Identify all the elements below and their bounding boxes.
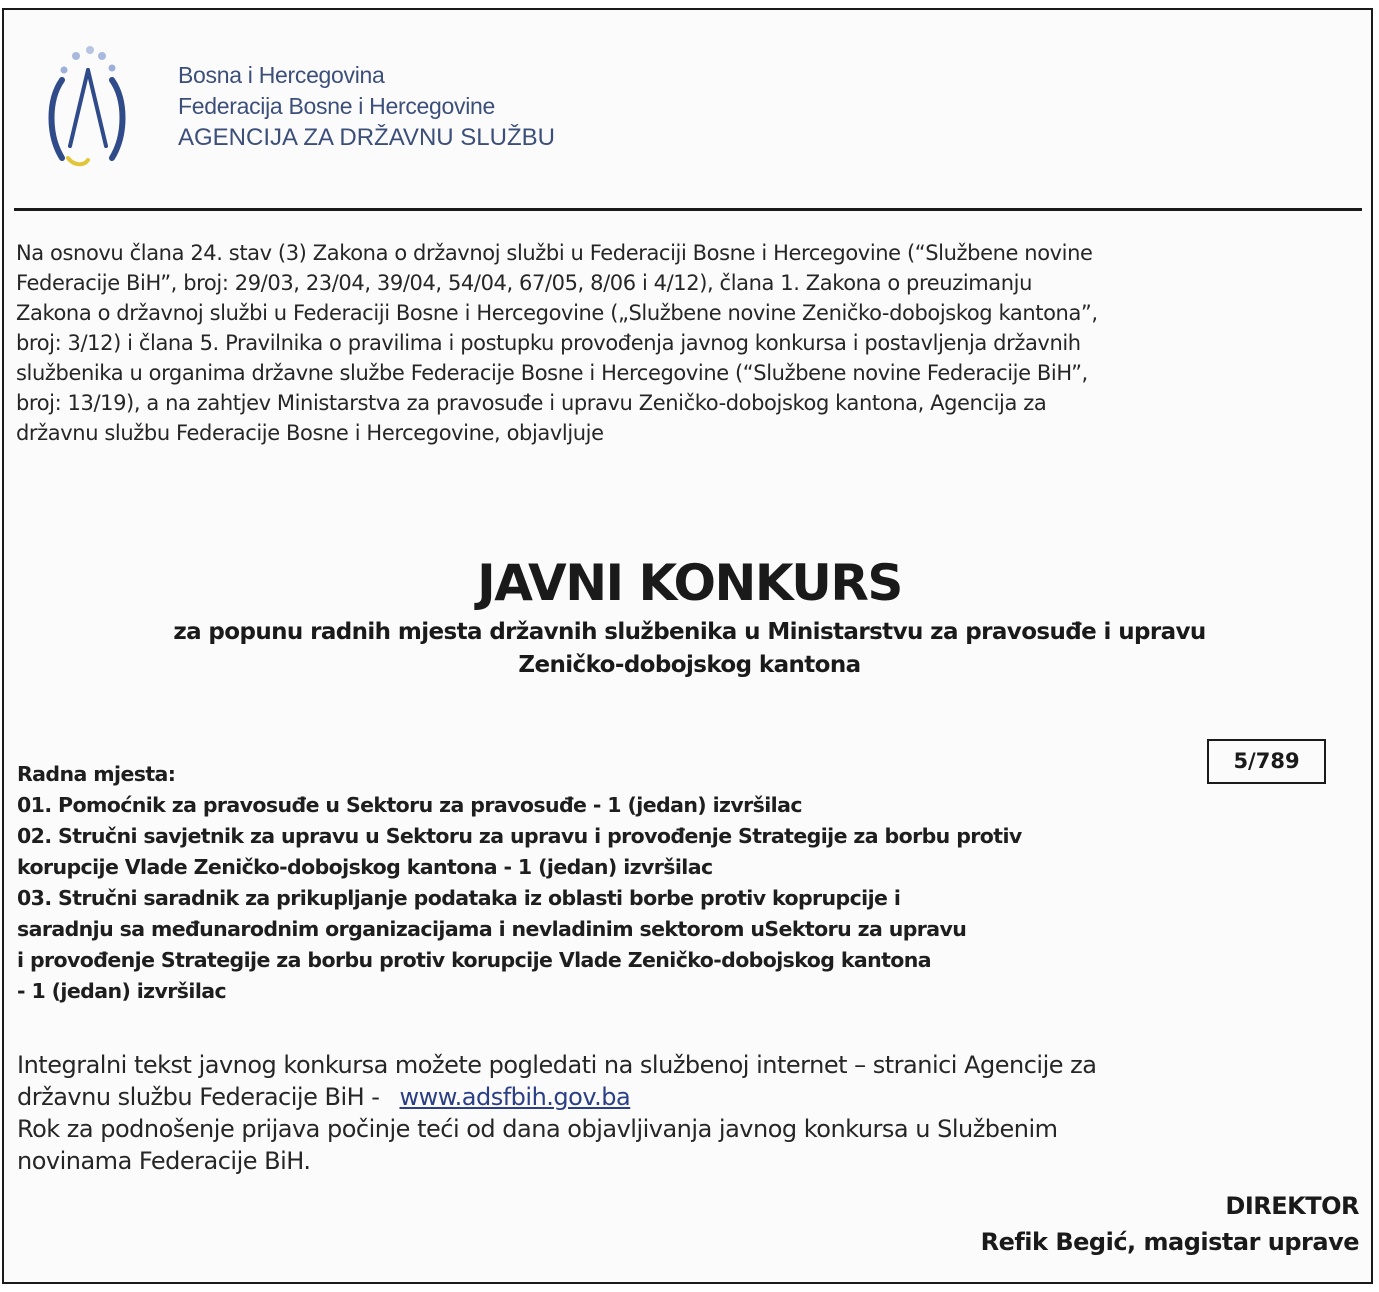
agency-name: AGENCIJA ZA DRŽAVNU SLUŽBU	[178, 124, 555, 151]
preamble-line: broj: 3/12) i člana 5. Pravilnika o pravilima i postupku provođenja javnog konkursa i postavljenja državnih	[16, 331, 1081, 355]
position-line: korupcije Vlade Zeničko-dobojskog kantona - 1 (jedan) izvršilac	[17, 855, 713, 879]
position-line: 03. Stručni saradnik za prikupljanje podataka iz oblasti borbe protiv koprupcije i	[17, 886, 901, 910]
agency-website-link[interactable]: www.adsfbih.gov.ba	[399, 1083, 631, 1111]
info-line: Integralni tekst javnog konkursa možete pogledati na službenoj internet – stranici Agencije za	[17, 1051, 1097, 1079]
position-line: - 1 (jedan) izvršilac	[17, 979, 227, 1003]
preamble-line: Federacije BiH”, broj: 29/03, 23/04, 39/04, 54/04, 67/05, 8/06 i 4/12), člana 1. Zakona o preuzimanju	[16, 271, 1033, 295]
preamble-line: broj: 13/19), a na zahtjev Ministarstva za pravosuđe i upravu Zeničko-dobojskog kantona, Agencija za	[16, 391, 1047, 415]
application-info	[17, 1049, 1357, 1177]
position-line: i provođenje Strategije za borbu protiv korupcije Vlade Zeničko-dobojskog kantona	[17, 948, 932, 972]
job-positions-list	[17, 759, 1277, 1007]
reference-number-badge: 5/789	[1207, 739, 1326, 784]
positions-heading: Radna mjesta:	[17, 762, 176, 786]
subtitle-line: Zeničko-dobojskog kantona	[518, 652, 861, 678]
info-line: Rok za podnošenje prijava počinje teći od dana objavljivanja javnog konkursa u Službenim	[17, 1115, 1058, 1143]
page-subtitle	[0, 616, 1379, 682]
country-name: Bosna i Hercegovina	[178, 62, 385, 88]
federation-name: Federacija Bosne i Hercegovine	[178, 93, 496, 119]
preamble-line: Zakona o državnoj službi u Federaciji Bosne i Hercegovine („Službene novine Zeničko-dobojskog kantona”,	[16, 301, 1098, 325]
position-line: saradnju sa međunarodnim organizacijama i nevladinim sektorom uSektoru za upravu	[17, 917, 967, 941]
subtitle-line: za popunu radnih mjesta državnih službenika u Ministarstvu za pravosuđe i upravu	[173, 619, 1206, 645]
info-line-with-link	[17, 1081, 1357, 1113]
preamble-line: državnu službu Federacije Bosne i Hercegovine, objavljuje	[16, 421, 604, 445]
page-title: JAVNI KONKURS	[477, 554, 902, 612]
signatory-title: DIREKTOR	[1225, 1192, 1359, 1220]
position-line: 02. Stručni savjetnik za upravu u Sektoru za upravu i provođenje Strategije za borbu protiv	[17, 824, 1022, 848]
position-line: 01. Pomoćnik za pravosuđe u Sektoru za pravosuđe - 1 (jedan) izvršilac	[17, 793, 802, 817]
info-line: novinama Federacije BiH.	[17, 1147, 311, 1175]
preamble-line: Na osnovu člana 24. stav (3) Zakona o državnoj službi u Federaciji Bosne i Hercegovine (“Službene novine	[16, 241, 1093, 265]
organization-name	[178, 60, 555, 153]
header-divider	[14, 208, 1362, 211]
legal-preamble	[16, 238, 1346, 448]
agency-emblem-icon	[40, 40, 134, 174]
signature-block	[981, 1188, 1359, 1260]
preamble-line: službenika u organima državne službe Federacije Bosne i Hercegovine (“Službene novine Federacije BiH”,	[16, 361, 1088, 385]
info-line: državnu službu Federacije BiH -	[17, 1083, 380, 1111]
signatory-name: Refik Begić, magistar uprave	[980, 1228, 1359, 1256]
